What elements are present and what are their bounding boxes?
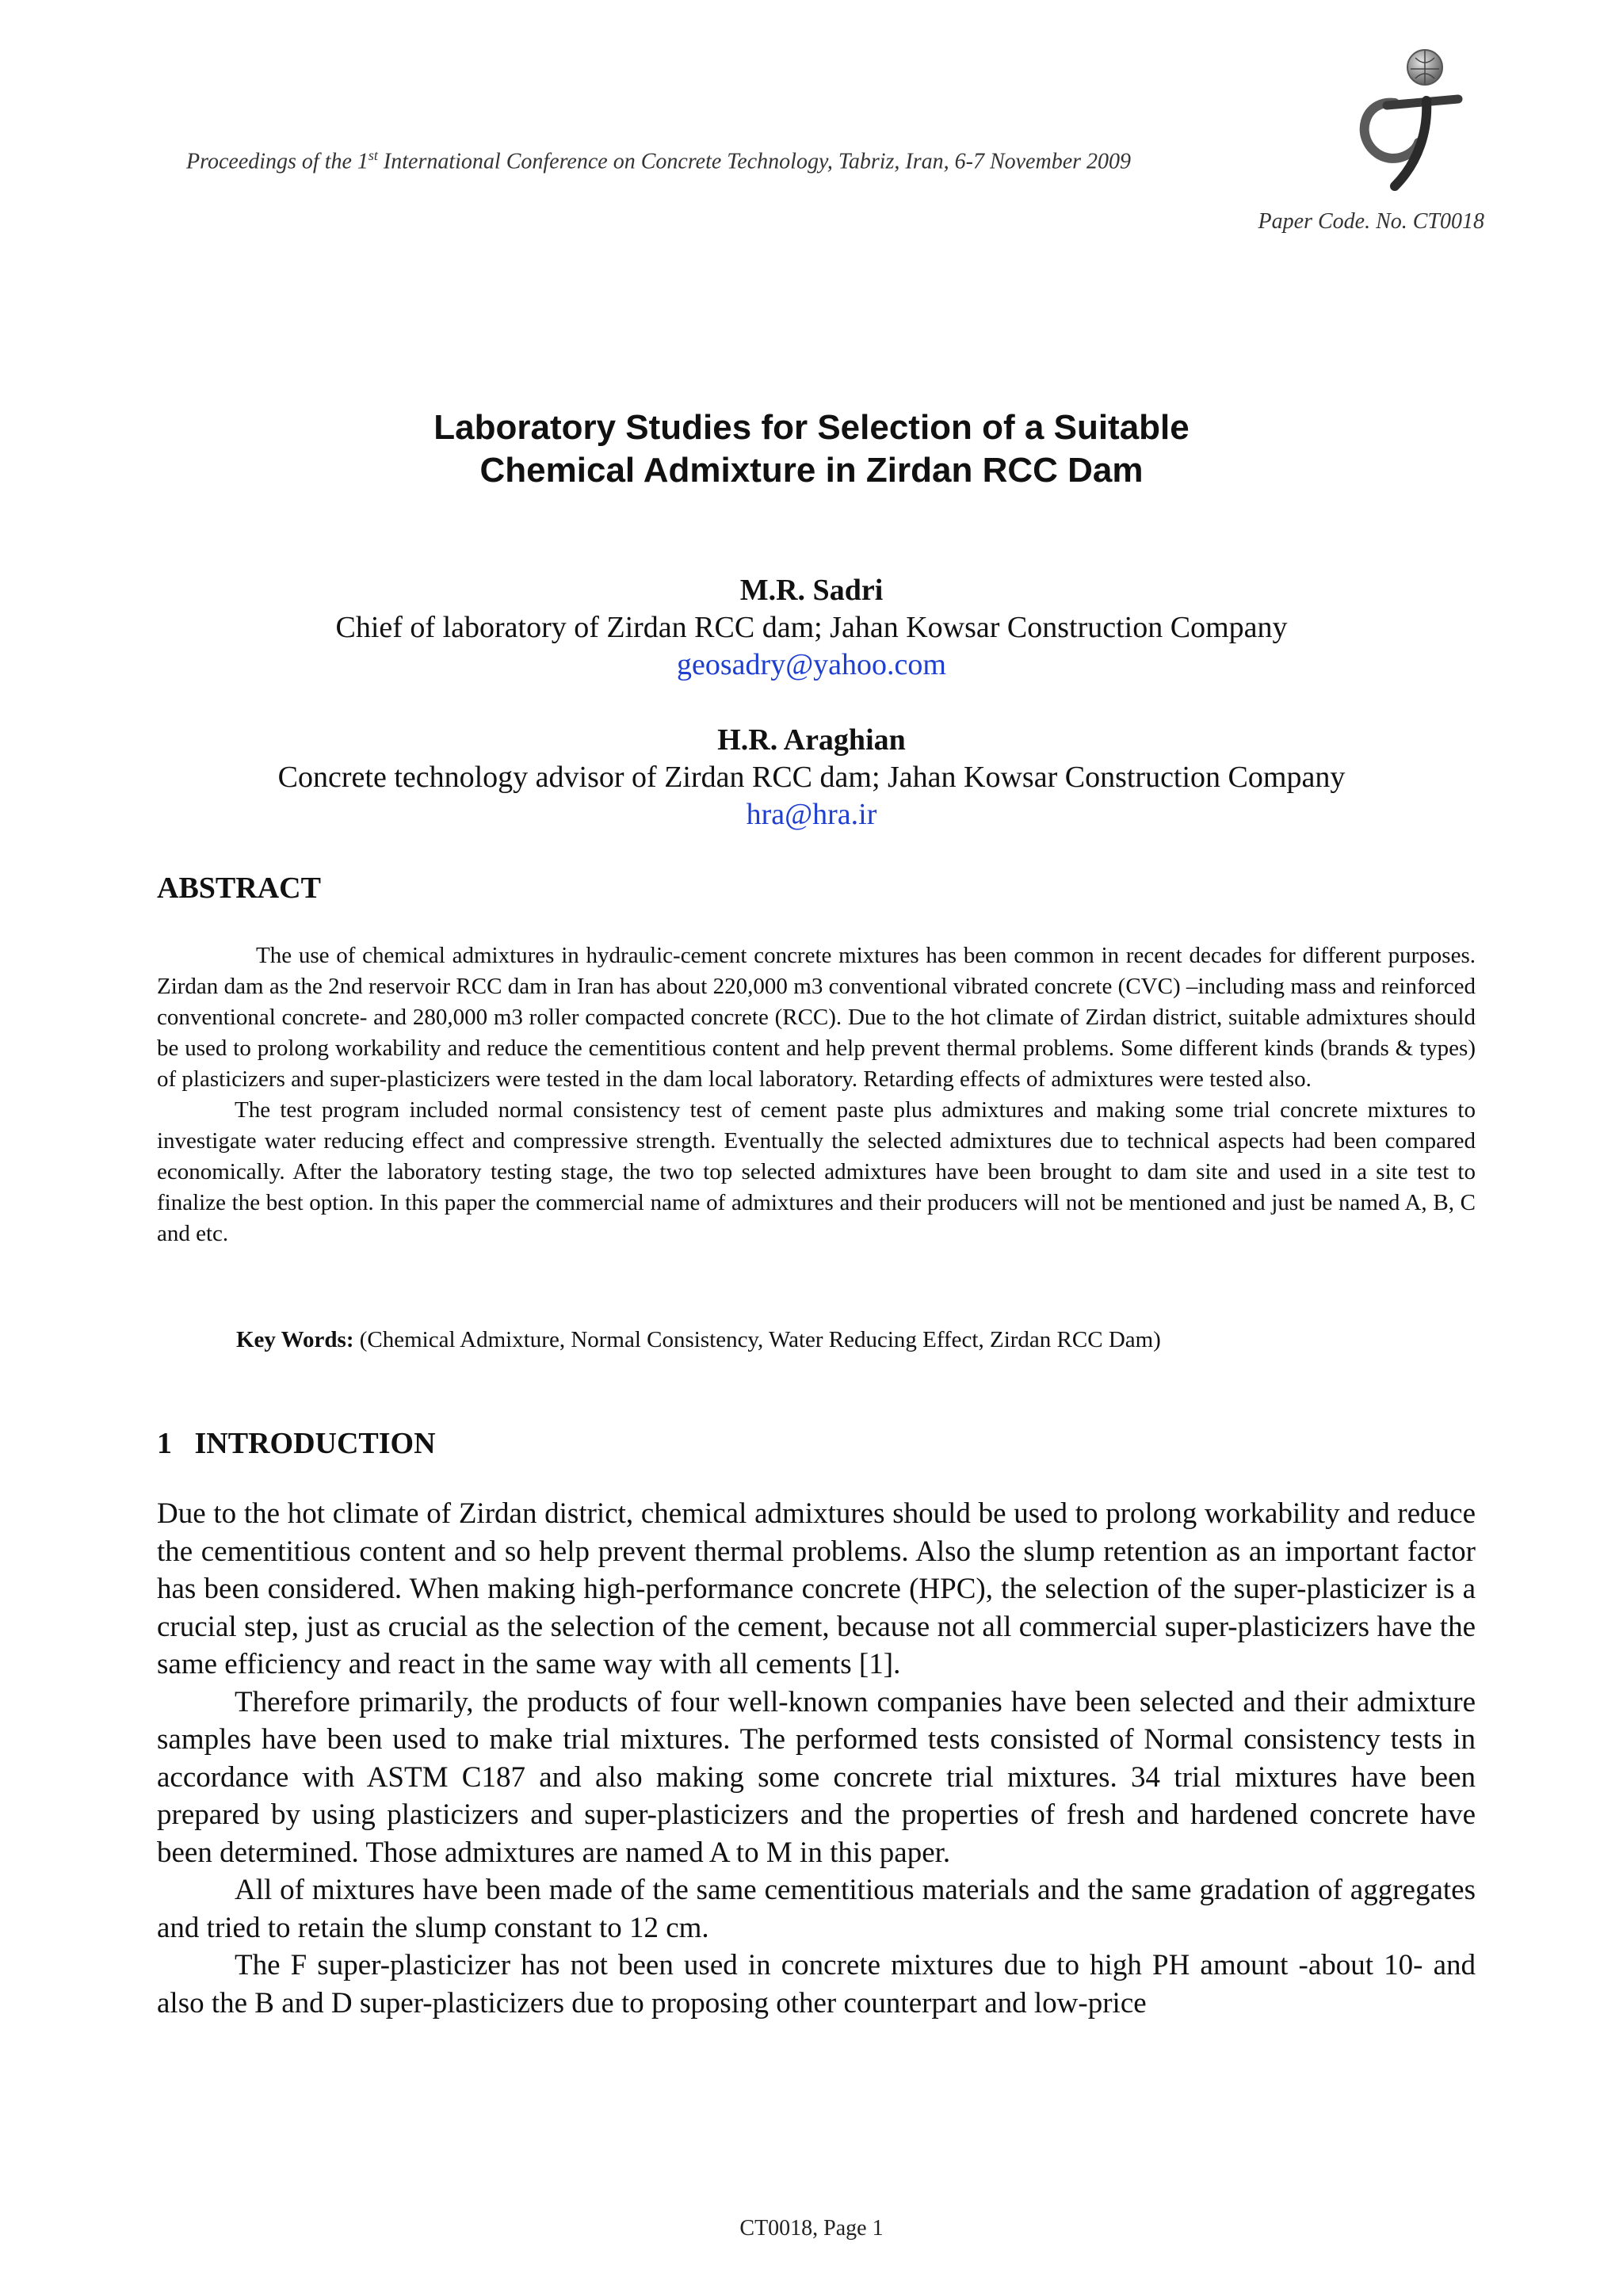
introduction-body <box>157 1495 1476 2022</box>
intro-paragraph: The F super-plasticizer has not been used in concrete mixtures due to high PH amount -about 10- and also the B and D super-plasticizers due to proposing other counterpart and low-price <box>157 1949 1476 2019</box>
author-block-1 <box>0 572 1623 684</box>
keywords-text: (Chemical Admixture, Normal Consistency, Water Reducing Effect, Zirdan RCC Dam) <box>353 1327 1161 1352</box>
keywords-label: Key Words: <box>236 1327 354 1352</box>
intro-paragraph: All of mixtures have been made of the same cementitious materials and the same gradation of aggregates and tried to retain the slump constant to 12 cm. <box>157 1874 1476 1944</box>
introduction-heading: 1 INTRODUCTION <box>157 1427 436 1460</box>
conference-logo-icon <box>1339 44 1482 194</box>
conference-header <box>186 147 1131 174</box>
author-name: M.R. Sadri <box>739 574 884 607</box>
paper-title-line1: Laboratory Studies for Selection of a Suitable <box>433 408 1190 447</box>
keywords <box>236 1325 1476 1356</box>
paper-title-line2: Chemical Admixture in Zirdan RCC Dam <box>479 451 1144 490</box>
author-name: H.R. Araghian <box>717 723 906 757</box>
author-affiliation: Concrete technology advisor of Zirdan RCC dam; Jahan Kowsar Construction Company <box>277 761 1346 794</box>
paper-code: Paper Code. No. CT0018 <box>1258 209 1484 234</box>
author-block-2 <box>0 722 1623 833</box>
paper-title <box>0 406 1623 492</box>
abstract-paragraph: The test program included normal consistency test of cement paste plus admixtures and making some trial concrete mixtures to investigate water reducing effect and compressive strength. Eventually the selected admixtures due to technical aspects had been compared economically. After the laboratory testing stage, the two top selected admixtures have been brought to dam site and used in a site test to finalize the best option. In this paper the commercial name of admixtures and their producers will not be mentioned and just be named A, B, C and etc. <box>157 1097 1476 1246</box>
intro-paragraph: Due to the hot climate of Zirdan district, chemical admixtures should be used to prolong workability and reduce the cementitious content and so help prevent thermal problems. Also the slump retention as an important factor has been considered. When making high-performance concrete (HPC), the selection of the super-plasticizer is a crucial step, just as crucial as the selection of the cement, because not all commercial super-plasticizers have the same efficiency and react in the same way with all cements [1]. <box>157 1497 1476 1680</box>
abstract-body <box>157 940 1476 1249</box>
abstract-heading: ABSTRACT <box>157 871 321 905</box>
conference-header-post: International Conference on Concrete Technology, Tabriz, Iran, 6-7 November 2009 <box>377 149 1132 174</box>
abstract-paragraph: The use of chemical admixtures in hydraulic-cement concrete mixtures has been common in recent decades for different purposes. Zirdan dam as the 2nd reservoir RCC dam in Iran has about 220,000 m3 conventional vibrated concrete (CVC) –including mass and reinforced conventional concrete- and 280,000 m3 roller compacted concrete (RCC). Due to the hot climate of Zirdan district, suitable admixtures should be used to prolong workability and reduce the cementitious content and help prevent thermal problems. Some different kinds (brands & types) of plasticizers and super-plasticizers were tested in the dam local laboratory. Retarding effects of admixtures were tested also. <box>157 943 1476 1092</box>
author-email-link[interactable]: hra@hra.ir <box>746 798 877 831</box>
page-footer: CT0018, Page 1 <box>739 2216 884 2241</box>
author-email-link[interactable]: geosadry@yahoo.com <box>677 648 946 681</box>
conference-header-sup: st <box>368 147 378 163</box>
conference-header-pre: Proceedings of the 1 <box>186 149 369 174</box>
intro-paragraph: Therefore primarily, the products of four well-known companies have been selected and their admixture samples have been used to make trial mixtures. The performed tests consisted of Normal consistency tests in accordance with ASTM C187 and also making some concrete trial mixtures. 34 trial mixtures have been prepared by using plasticizers and super-plasticizers and the properties of fresh and hardened concrete have been determined. Those admixtures are named A to M in this paper. <box>157 1685 1476 1869</box>
author-affiliation: Chief of laboratory of Zirdan RCC dam; Jahan Kowsar Construction Company <box>335 611 1288 644</box>
